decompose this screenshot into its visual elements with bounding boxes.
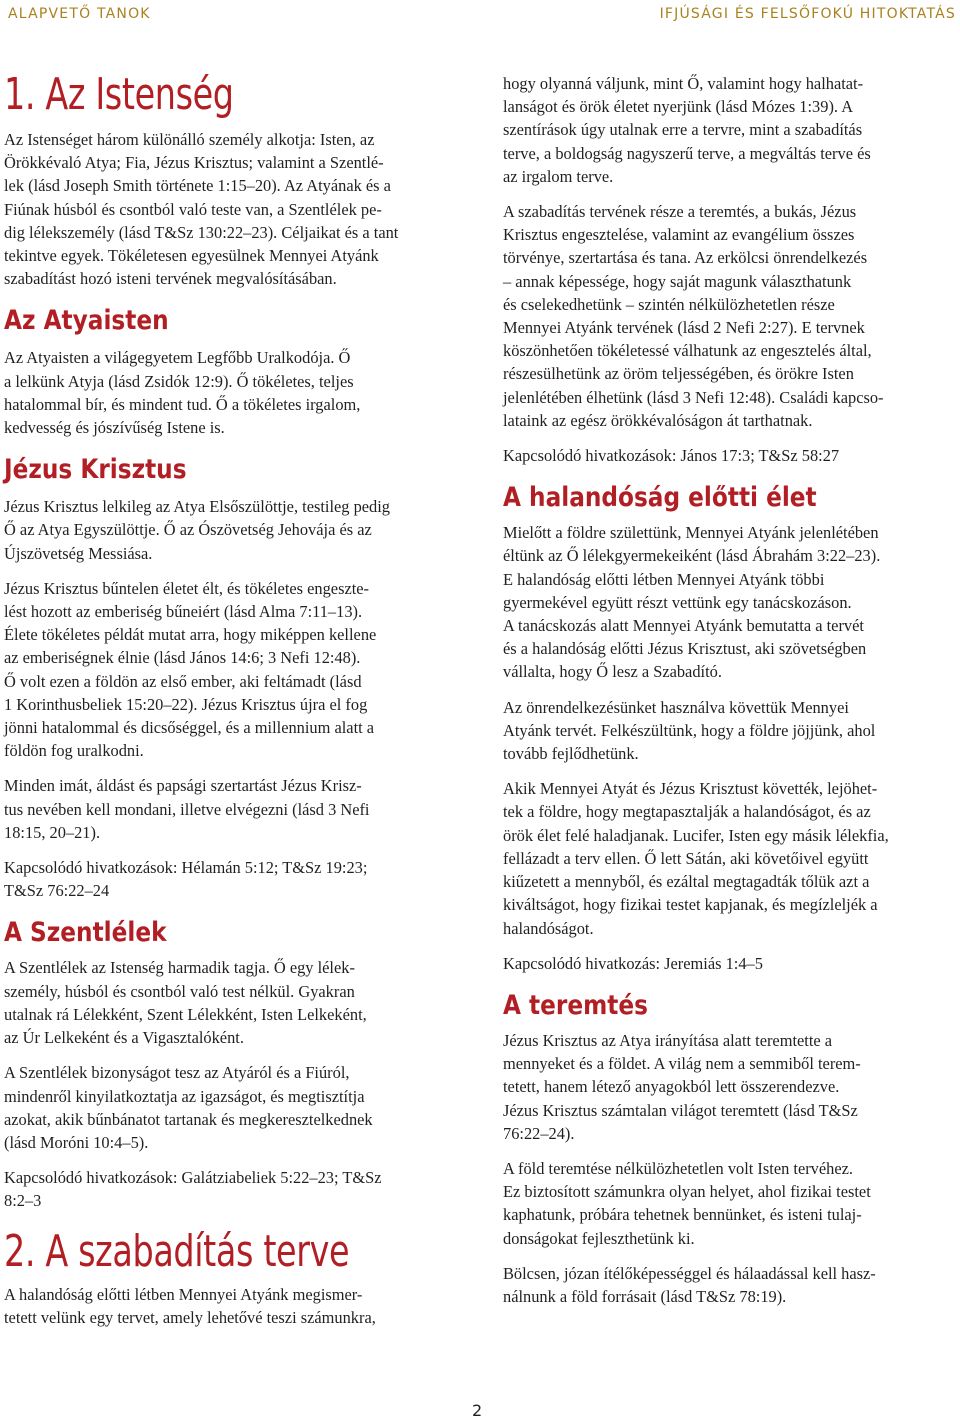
text-line: Kapcsolódó hivatkozások: Galátziabeliek 5:22–23; T&Sz: [4, 1168, 382, 1188]
text-line: kaphatunk, próbára tehetnek bennünket, és isteni tulaj-: [503, 1205, 862, 1225]
text-line: – annak képessége, hogy saját magunk választhatunk: [503, 271, 852, 291]
paragraph: [503, 696, 957, 766]
text-line: vállalta, hogy Ő lesz a Szabadító.: [503, 662, 722, 682]
text-line: az irgalom terve.: [503, 166, 614, 186]
header-publication-label: IFJÚSÁGI ÉS FELSŐFOKÚ HITOKTATÁS: [659, 6, 956, 22]
paragraph: [4, 956, 468, 1049]
text-line: kedvesség és jószívűség Istene is.: [4, 418, 225, 438]
text-line: Jézus Krisztus bűntelen életet élt, és tökéletes engeszte-: [4, 578, 370, 598]
paragraph: [4, 1061, 468, 1154]
text-line: Atyánk tervét. Felkészültünk, hogy a földre jöjjünk, ahol: [503, 720, 876, 740]
text-line: lek (lásd Joseph Smith története 1:15–20). Az Atyának és a: [4, 176, 391, 196]
text-line: 1 Korinthusbeliek 15:20–22). Jézus Krisztus újra el fog: [4, 694, 368, 714]
page-number: 2: [472, 1401, 483, 1420]
paragraph: [4, 577, 468, 763]
section-heading: A teremtés: [503, 989, 648, 1021]
text-line: Jézus Krisztus lelkileg az Atya Elsőszülöttje, testileg pedig: [4, 497, 391, 517]
text-line: kiváltságot, hogy fizikai testet kapjanak, és megízleljék a: [503, 895, 878, 915]
text-line: T&Sz 76:22–24: [4, 881, 110, 901]
text-line: donságokat fejleszthetünk ki.: [503, 1228, 695, 1248]
text-line: A föld teremtése nélkülözhetetlen volt Isten tervéhez.: [503, 1158, 853, 1178]
text-line: halandóságot.: [503, 918, 594, 938]
text-line: Minden imát, áldást és papsági szertartást Jézus Krisz-: [4, 776, 362, 796]
text-line: mennyeket és a földet. A világ nem a semmiből terem-: [503, 1054, 861, 1074]
section-heading: A halandóság előtti élet: [503, 482, 817, 514]
text-line: lanságot és örök életet nyerjünk (lásd Mózes 1:39). A: [503, 97, 854, 117]
text-line: 8:2–3: [4, 1191, 42, 1211]
text-line: köszönhetően tökéletessé válhatunk az engesztelés által,: [503, 341, 872, 361]
text-line: A Szentlélek az Istenség harmadik tagja. Ő egy lélek-: [4, 958, 355, 978]
paragraph: [503, 1029, 957, 1145]
text-line: dig lélekszemély (lásd T&Sz 130:22–23). Céljaikat és a tant: [4, 222, 399, 242]
section-heading: Az Atyaisten: [4, 305, 169, 337]
text-line: kiűzetett a mennyből, és ezáltal megtagadták tőlük azt a: [503, 872, 870, 892]
text-line: a lelkünk Atyja (lásd Zsidók 12:9). Ő tökéletes, teljes: [4, 371, 354, 391]
text-line: szabadítást hozó isteni tervének megvalósításában.: [4, 269, 337, 289]
text-line: Jézus Krisztus az Atya irányítása alatt teremtette a: [503, 1030, 833, 1050]
paragraph: [503, 72, 957, 188]
text-line: tetett velünk egy tervet, amely lehetővé teszi számunkra,: [4, 1307, 376, 1327]
text-line: Újszövetség Messiása.: [4, 543, 153, 563]
paragraph: [503, 1157, 957, 1250]
text-line: Akik Mennyei Atyát és Jézus Krisztust követték, lejöhet-: [503, 779, 878, 799]
references: [4, 856, 468, 902]
text-line: fellázadt a terv ellen. Ő lett Sátán, aki követőivel együtt: [503, 848, 869, 868]
text-line: személy, húsból és csontból való test nélkül. Gyakran: [4, 981, 355, 1001]
text-line: gyermekével együtt részt vettünk egy tanácskozáson.: [503, 592, 852, 612]
references: Kapcsolódó hivatkozás: Jeremiás 1:4–5: [503, 953, 763, 973]
text-line: Fiúnak húsból és csontból való teste van, a Szentlélek pe-: [4, 199, 382, 219]
section-heading: Jézus Krisztus: [4, 454, 187, 486]
references: Kapcsolódó hivatkozások: János 17:3; T&Sz 58:27: [503, 446, 840, 466]
text-line: Kapcsolódó hivatkozások: Hélamán 5:12; T&Sz 19:23;: [4, 858, 368, 878]
text-line: mindenről kinyilatkoztatja az igazságot, és megtisztítja: [4, 1086, 365, 1106]
text-line: részesülhetünk az öröm teljességében, és örökre Isten: [503, 364, 854, 384]
text-line: Bölcsen, józan ítélőképességgel és hálaadással kell hasz-: [503, 1263, 876, 1283]
text-line: tekintve egyek. Tökéletesen egyesülnek Mennyei Atyánk: [4, 246, 379, 266]
text-line: Mennyei Atyánk tervének (lásd 2 Nefi 2:27). E tervnek: [503, 318, 865, 338]
text-line: A Szentlélek bizonyságot tesz az Atyáról és a Fiúról,: [4, 1063, 350, 1083]
header-section-label: ALAPVETŐ TANOK: [8, 6, 151, 22]
right-column: [503, 72, 957, 1308]
paragraph: [4, 495, 468, 565]
text-line: A halandóság előtti létben Mennyei Atyánk megismer-: [4, 1284, 363, 1304]
text-line: Jézus Krisztus számtalan világot teremtett (lásd T&Sz: [503, 1100, 858, 1120]
text-line: Az Atyaisten a világegyetem Legfőbb Uralkodója. Ő: [4, 348, 351, 368]
text-line: szentírások úgy utalnak erre a tervre, mint a szabadítás: [503, 120, 863, 140]
text-line: E halandóság előtti létben Mennyei Atyánk többi: [503, 569, 825, 589]
text-line: tovább fejlődhetünk.: [503, 744, 639, 764]
left-column: [4, 68, 468, 1329]
text-line: Ő volt ezen a földön az első ember, aki feltámadt (lásd: [4, 671, 362, 691]
text-line: Ez biztosított számunkra olyan helyet, ahol fizikai testet: [503, 1182, 871, 1202]
text-line: 18:15, 20–21).: [4, 822, 101, 842]
text-line: Krisztus engesztelése, valamint az evangélium összes: [503, 225, 855, 245]
text-line: Az Istenséget három különálló személy alkotja: Isten, az: [4, 130, 375, 149]
paragraph: [503, 1262, 957, 1308]
text-line: jönni hatalommal és dicsőséggel, és a millennium alatt a: [4, 718, 375, 738]
text-line: az emberiségnek élnie (lásd János 14:6; 3 Nefi 12:48).: [4, 648, 361, 668]
text-line: azokat, akik bűnbánatot tartanak és megkeresztelkednek: [4, 1109, 373, 1129]
section-heading: A Szentlélek: [4, 917, 167, 949]
text-line: örök élet felé haladjanak. Lucifer, Isten egy másik lélekfia,: [503, 825, 889, 845]
text-line: nálnunk a föld forrásait (lásd T&Sz 78:19).: [503, 1286, 787, 1306]
text-line: A tanácskozás alatt Mennyei Atyánk bemutatta a tervét: [503, 616, 864, 636]
paragraph: [4, 1283, 468, 1329]
text-line: jelenlétében élhetünk (lásd 3 Nefi 12:48). Családi kapcso-: [503, 387, 884, 407]
text-line: utalnak rá Lélekként, Szent Lélekként, Isten Lelkeként,: [4, 1004, 367, 1024]
text-line: földön fog uralkodni.: [4, 741, 144, 761]
paragraph: [503, 777, 957, 939]
text-line: (lásd Moróni 10:4–5).: [4, 1132, 149, 1152]
text-line: Az önrendelkezésünket használva követtük Mennyei: [503, 697, 849, 717]
text-line: lataink az egész örökkévalóságon át tarthatnak.: [503, 410, 813, 430]
text-line: tus nevében kell mondani, illetve elvégezni (lásd 3 Nefi: [4, 799, 370, 819]
text-line: Élete tökéletes példát mutat arra, hogy miképpen kellene: [4, 625, 377, 645]
text-line: hatalommal bír, és mindent tud. Ő a tökéletes irgalom,: [4, 394, 361, 414]
text-line: éltünk az Ő lélekgyermekeiként (lásd Ábrahám 3:22–23).: [503, 546, 881, 566]
text-line: az Úr Lelkeként és a Vigasztalóként.: [4, 1028, 244, 1048]
text-line: törvénye, szertartása és tana. Az erkölcsi önrendelkezés: [503, 248, 868, 268]
paragraph: [4, 346, 468, 439]
text-line: terve, a boldogság nagyszerű terve, a megváltás terve és: [503, 143, 871, 163]
text-line: és cselekedhetünk – szintén nélkülözhetetlen része: [503, 294, 835, 314]
text-line: tek a földre, hogy megtapasztalják a halandóságot, és az: [503, 802, 871, 822]
text-line: Mielőtt a földre születtünk, Mennyei Atyánk jelenlétében: [503, 523, 879, 543]
text-line: és a halandóság előtti Jézus Krisztust, aki szövetségben: [503, 639, 867, 659]
paragraph: [503, 200, 957, 432]
text-line: lést hozott az emberiség bűneiért (lásd Alma 7:11–13).: [4, 602, 363, 622]
running-header: [0, 4, 960, 26]
paragraph: [503, 521, 957, 683]
paragraph: [4, 128, 468, 290]
paragraph: [4, 774, 468, 844]
text-line: Örökkévaló Atya; Fia, Jézus Krisztus; valamint a Szentlé-: [4, 153, 384, 173]
text-line: hogy olyanná váljunk, mint Ő, valamint hogy halhatat-: [503, 74, 864, 93]
references: [4, 1166, 468, 1212]
text-line: A szabadítás tervének része a teremtés, a bukás, Jézus: [503, 202, 857, 222]
chapter-heading-1: 1. Az Istenség: [4, 69, 234, 120]
text-line: tetett, hanem létező anyagokból lett összerendezve.: [503, 1077, 840, 1097]
chapter-heading-2: 2. A szabadítás terve: [4, 1225, 350, 1277]
text-line: Ő az Atya Egyszülöttje. Ő az Ószövetség Jehovája és az: [4, 520, 372, 540]
text-line: 76:22–24).: [503, 1123, 575, 1143]
